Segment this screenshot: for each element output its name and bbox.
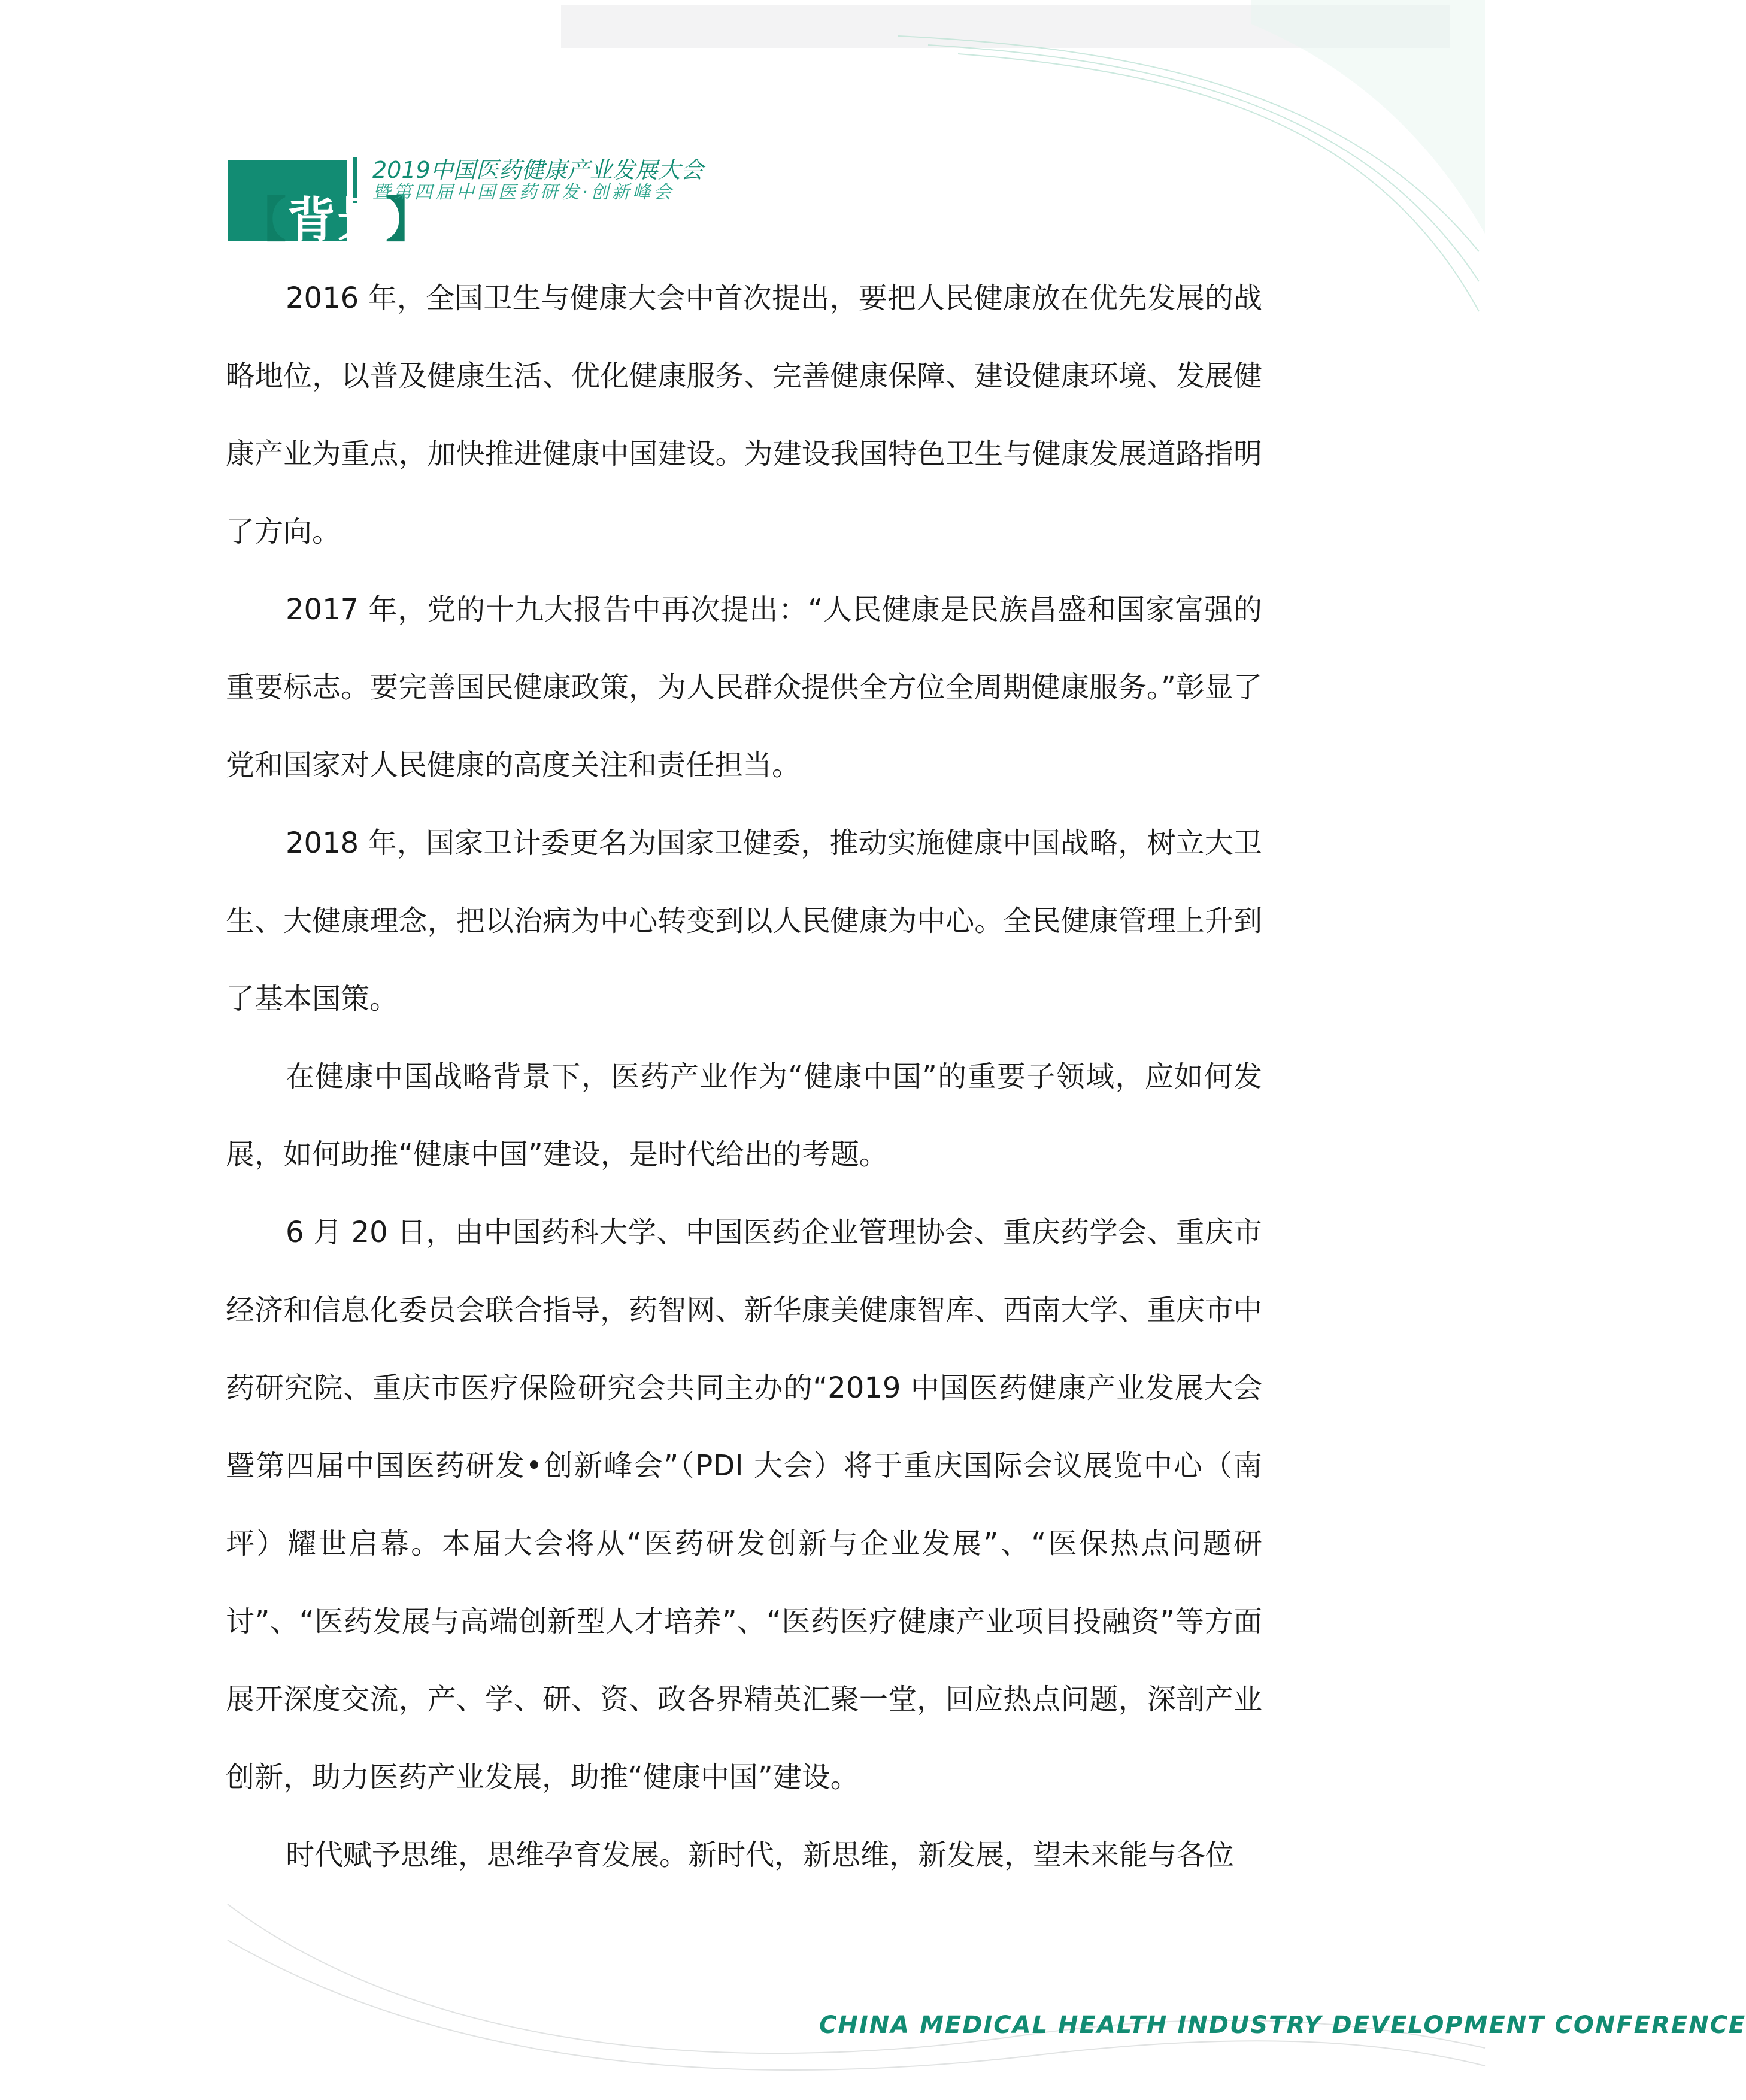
- conference-subtitle: 暨第四届中国医药研发·创新峰会: [372, 182, 675, 203]
- footer-banner: CHINA MEDICAL HEALTH INDUSTRY DEVELOPMENT CONFERENCE: [819, 2011, 1746, 2039]
- paragraph: 2017 年，党的十九大报告中再次提出：“人民健康是民族昌盛和国家富强的重要标志。要完善国民健康政策，为人民群众提供全方位全周期健康服务。”彰显了党和国家对人民健康的高度关注和责任担当。: [226, 593, 1262, 782]
- conference-title: 2019中国医药健康产业发展大会: [372, 157, 704, 183]
- bracket-close: 】: [386, 192, 435, 248]
- bracket-open: 【: [238, 192, 287, 248]
- paragraph: 2016 年，全国卫生与健康大会中首次提出，要把人民健康放在优先发展的战略地位，以普及健康生活、优化健康服务、完善健康保障、建设健康环境、发展健康产业为重点，加快推进健康中国建设。为建设我国特色卫生与健康发展道路指明了方向。: [226, 281, 1262, 549]
- paragraph: 时代赋予思维，思维孕育发展。新时代，新思维，新发展，望未来能与各位: [286, 1838, 1235, 1872]
- section-title-text: 背景: [287, 192, 386, 248]
- paragraph: 2018 年，国家卫计委更名为国家卫健委，推动实施健康中国战略，树立大卫生、大健康理念，把以治病为中心转变到以人民健康为中心。全民健康管理上升到了基本国策。: [226, 826, 1262, 1016]
- top-gray-bar: [561, 5, 1450, 48]
- paragraph: 在健康中国战略背景下，医药产业作为“健康中国”的重要子领域，应如何发展，如何助推“健康中国”建设，是时代给出的考题。: [226, 1060, 1262, 1171]
- paragraph: 6 月 20 日，由中国药科大学、中国医药企业管理协会、重庆药学会、重庆市经济和信息化委员会联合指导，药智网、新华康美健康智库、西南大学、重庆市中药研究院、重庆市医疗保险研究会共同主办的“2019 中国医药健康产业发展大会暨第四届中国医药研发•创新峰会”（PDI 大会）将于重庆国际会议展览中心（南坪）耀世启幕。本届大会将从“医药研发创新与企业发展”、“医保热点问题研讨”、“医药发展与高端创新型人才培养”、“医药医疗健康产业项目投融资”等方面展开深度交流，产、学、研、资、政各界精英汇聚一堂，回应热点问题，深剖产业创新，助力医药产业发展，助推“健康中国”建设。: [226, 1216, 1262, 1794]
- article-body: [226, 259, 1262, 1894]
